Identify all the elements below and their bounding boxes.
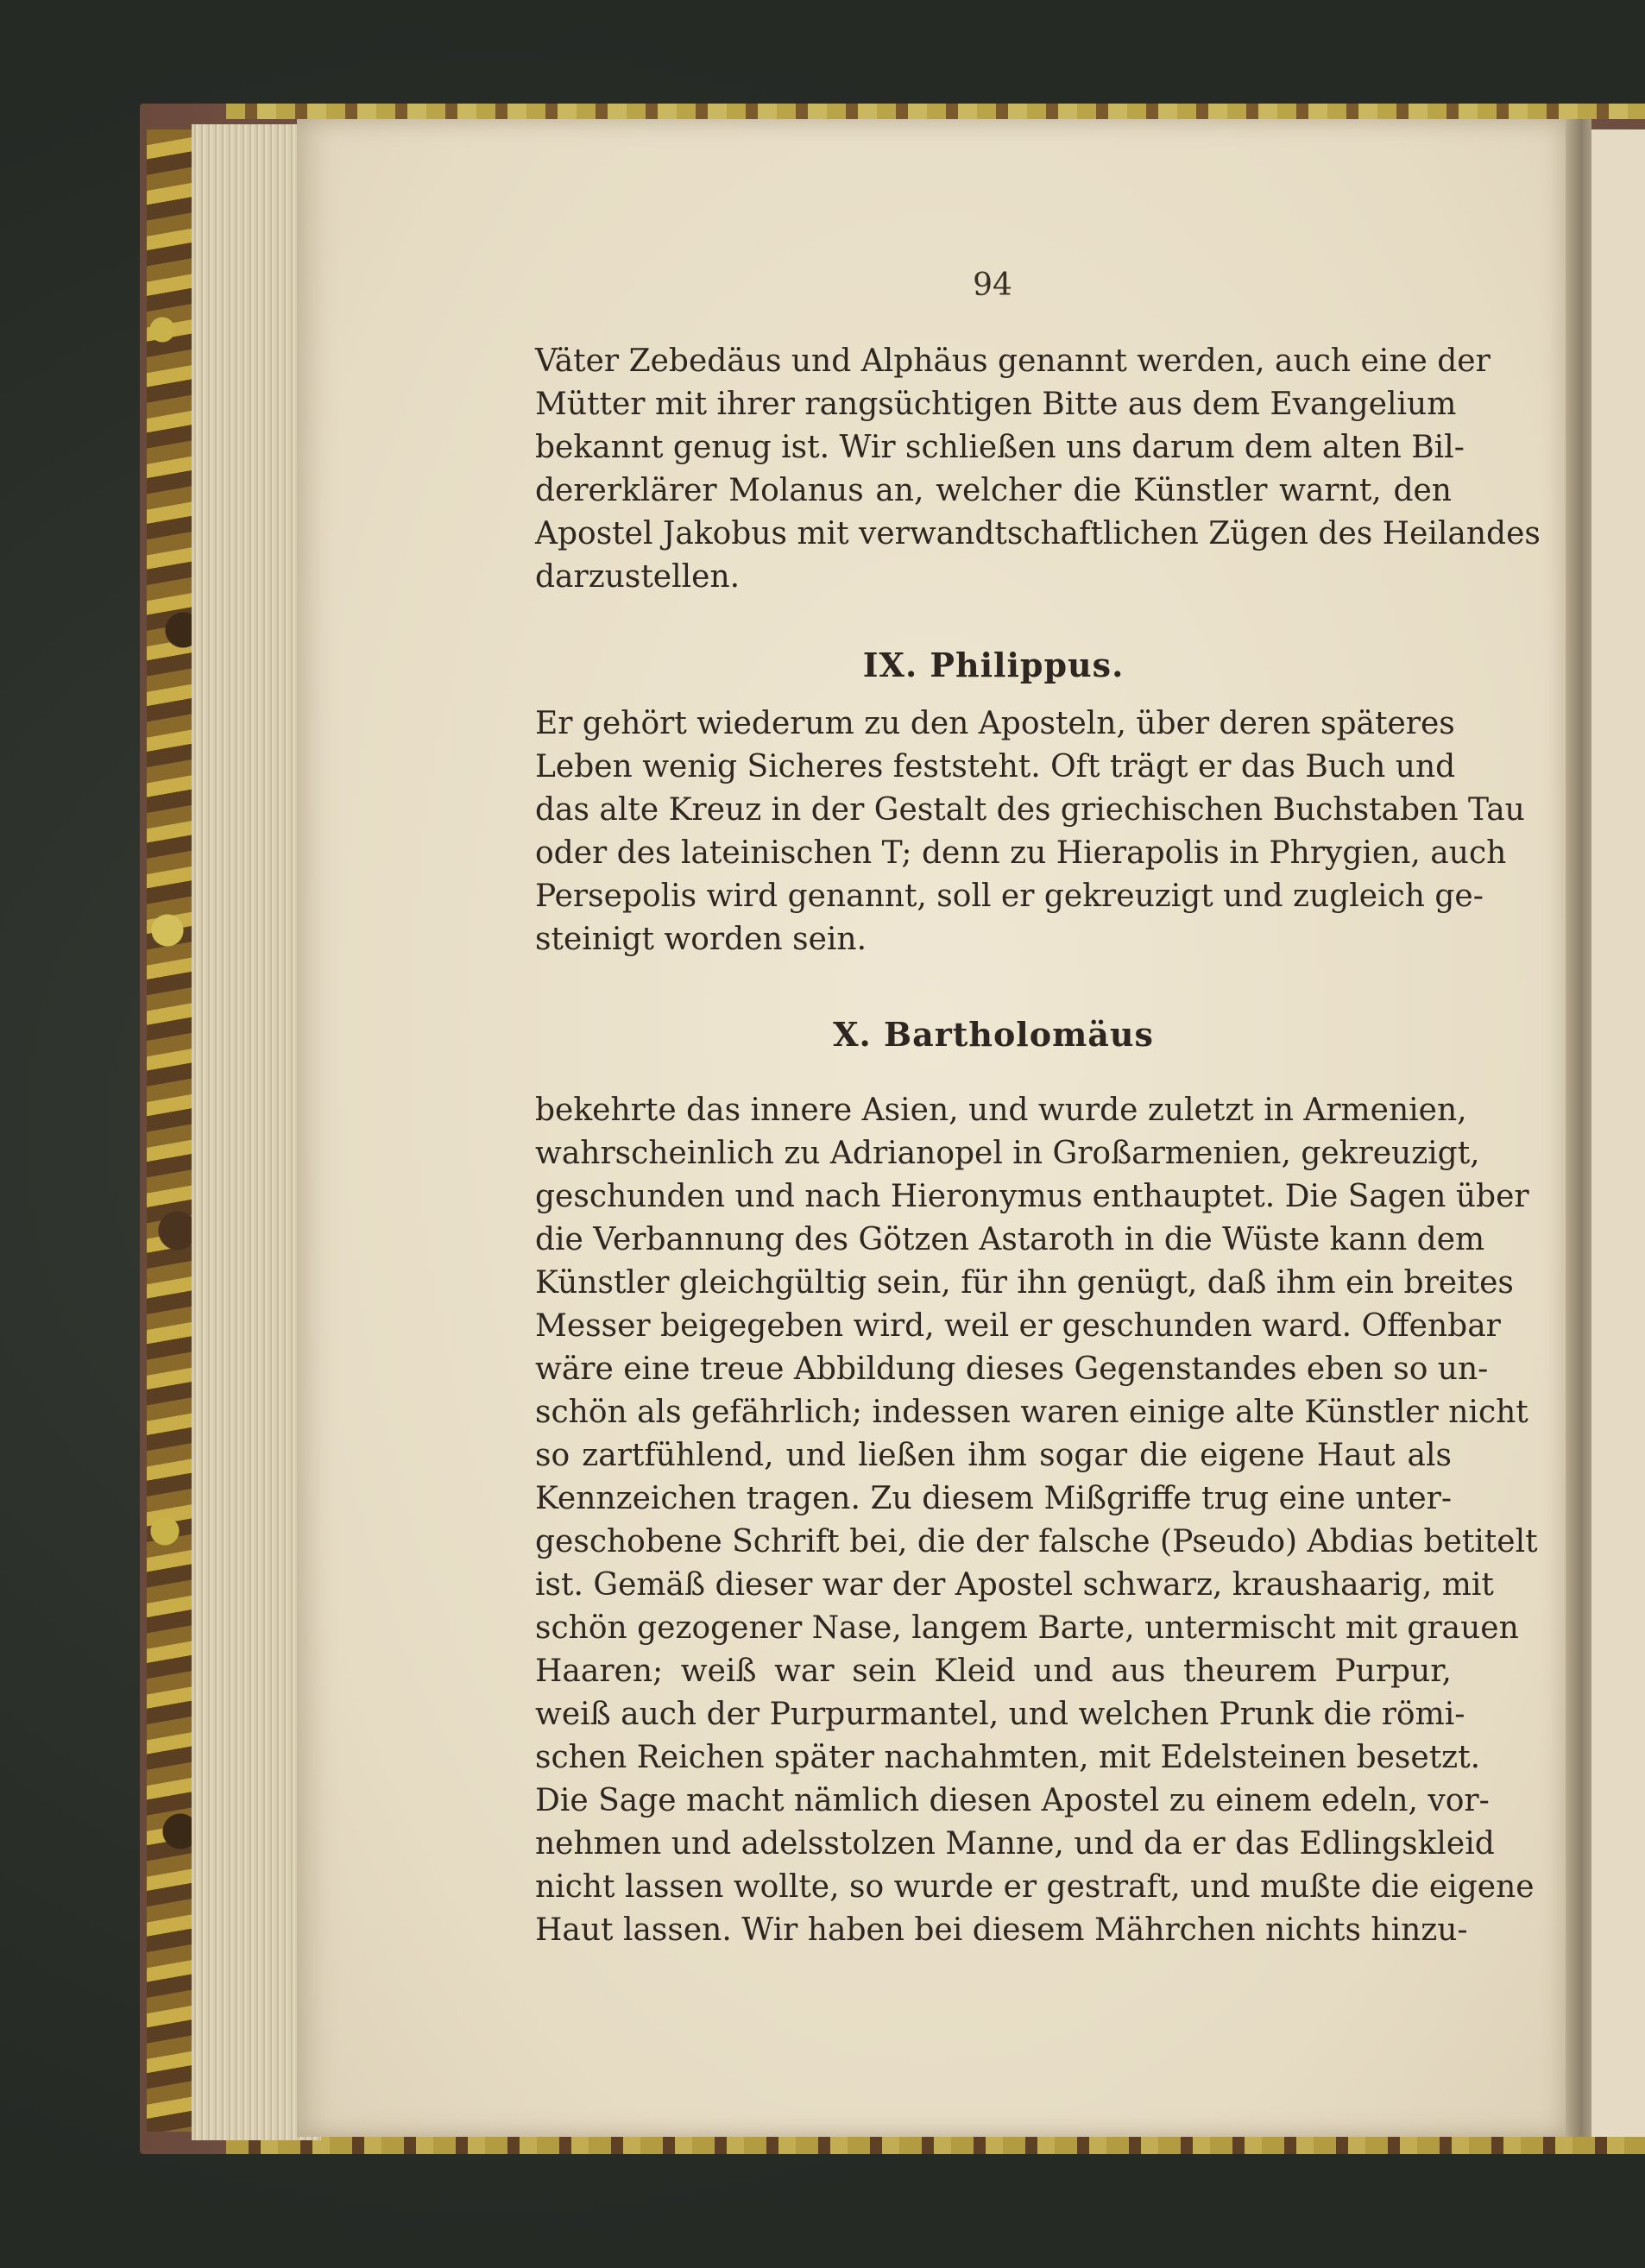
text-line: Haut lassen. Wir haben bei diesem Mährchen nichts hinzu- <box>535 1912 1468 1948</box>
text-line: oder des lateinischen T; denn zu Hierapolis in Phrygien, auch <box>535 835 1507 871</box>
text-line: Mütter mit ihrer rangsüchtigen Bitte aus dem Evangelium <box>535 387 1457 422</box>
text-line: bekehrte das innere Asien, und wurde zuletzt in Armenien, <box>535 1093 1467 1128</box>
text-line: Persepolis wird genannt, soll er gekreuzigt und zugleich ge- <box>535 879 1484 914</box>
text-line: bekannt genug ist. Wir schließen uns darum dem alten Bil- <box>535 430 1465 465</box>
text-line: wahrscheinlich zu Adrianopel in Großarmenien, gekreuzigt, <box>535 1136 1480 1171</box>
paragraph-3 <box>535 1089 1538 1952</box>
text-line: Kennzeichen tragen. Zu diesem Mißgriffe trug eine unter- <box>535 1481 1452 1516</box>
paragraph-1 <box>535 340 1541 599</box>
paragraph-2 <box>535 702 1525 961</box>
text-line: geschunden und nach Hieronymus enthauptet. Die Sagen über <box>535 1179 1529 1214</box>
page-number: 94 <box>973 268 1012 303</box>
text-line: Haaren; weiß war sein Kleid und aus theurem Purpur, <box>535 1654 1452 1689</box>
text-line: nicht lassen wollte, so wurde er gestraft, und mußte die eigene <box>535 1869 1535 1905</box>
text-line: weiß auch der Purpurmantel, und welchen Prunk die römi- <box>535 1697 1465 1732</box>
text-line: wäre eine treue Abbildung dieses Gegenstandes eben so un- <box>535 1351 1489 1387</box>
section-heading-bartholomaeus: X. Bartholomäus <box>833 1015 1154 1054</box>
text-line: geschobene Schrift bei, die der falsche (Pseudo) Abdias betitelt <box>535 1524 1538 1559</box>
text-line: Väter Zebedäus und Alphäus genannt werden, auch eine der <box>535 343 1491 379</box>
marbled-edge <box>147 129 199 2132</box>
book-bottom-edge <box>226 2137 1645 2154</box>
text-line: schön als gefährlich; indessen waren einige alte Künstler nicht <box>535 1395 1528 1430</box>
text-line: schön gezogener Nase, langem Barte, untermischt mit grauen <box>535 1610 1519 1646</box>
text-line: ist. Gemäß dieser war der Apostel schwarz, kraushaarig, mit <box>535 1567 1494 1603</box>
text-line: so zartfühlend, und ließen ihm sogar die eigene Haut als <box>535 1438 1452 1473</box>
text-line: steinigt worden sein. <box>535 922 867 957</box>
facing-page-edge <box>1591 129 1645 2137</box>
text-line: Künstler gleichgültig sein, für ihn genügt, daß ihm ein breites <box>535 1265 1514 1301</box>
text-line: das alte Kreuz in der Gestalt des griechischen Buchstaben Tau <box>535 792 1525 828</box>
book-gutter <box>1566 119 1591 2137</box>
text-line: darzustellen. <box>535 559 741 595</box>
text-line: Messer beigegeben wird, weil er geschunden ward. Offenbar <box>535 1308 1501 1344</box>
text-line: Die Sage macht nämlich diesen Apostel zu einem edeln, vor- <box>535 1783 1490 1818</box>
text-line: Er gehört wiederum zu den Aposteln, über deren späteres <box>535 706 1455 741</box>
text-line: nehmen und adelsstolzen Manne, und da er das Edlingskleid <box>535 1826 1495 1862</box>
text-line: Apostel Jakobus mit verwandtschaftlichen Zügen des Heilandes <box>535 516 1541 551</box>
text-line: die Verbannung des Götzen Astaroth in die Wüste kann dem <box>535 1222 1485 1257</box>
section-heading-philippus: IX. Philippus. <box>862 646 1125 684</box>
text-line: schen Reichen später nachahmten, mit Edelsteinen besetzt. <box>535 1740 1481 1775</box>
text-line: Leben wenig Sicheres feststeht. Oft trägt er das Buch und <box>535 749 1456 784</box>
text-line: dererklärer Molanus an, welcher die Künstler warnt, den <box>535 473 1452 508</box>
book-top-edge <box>226 104 1645 119</box>
